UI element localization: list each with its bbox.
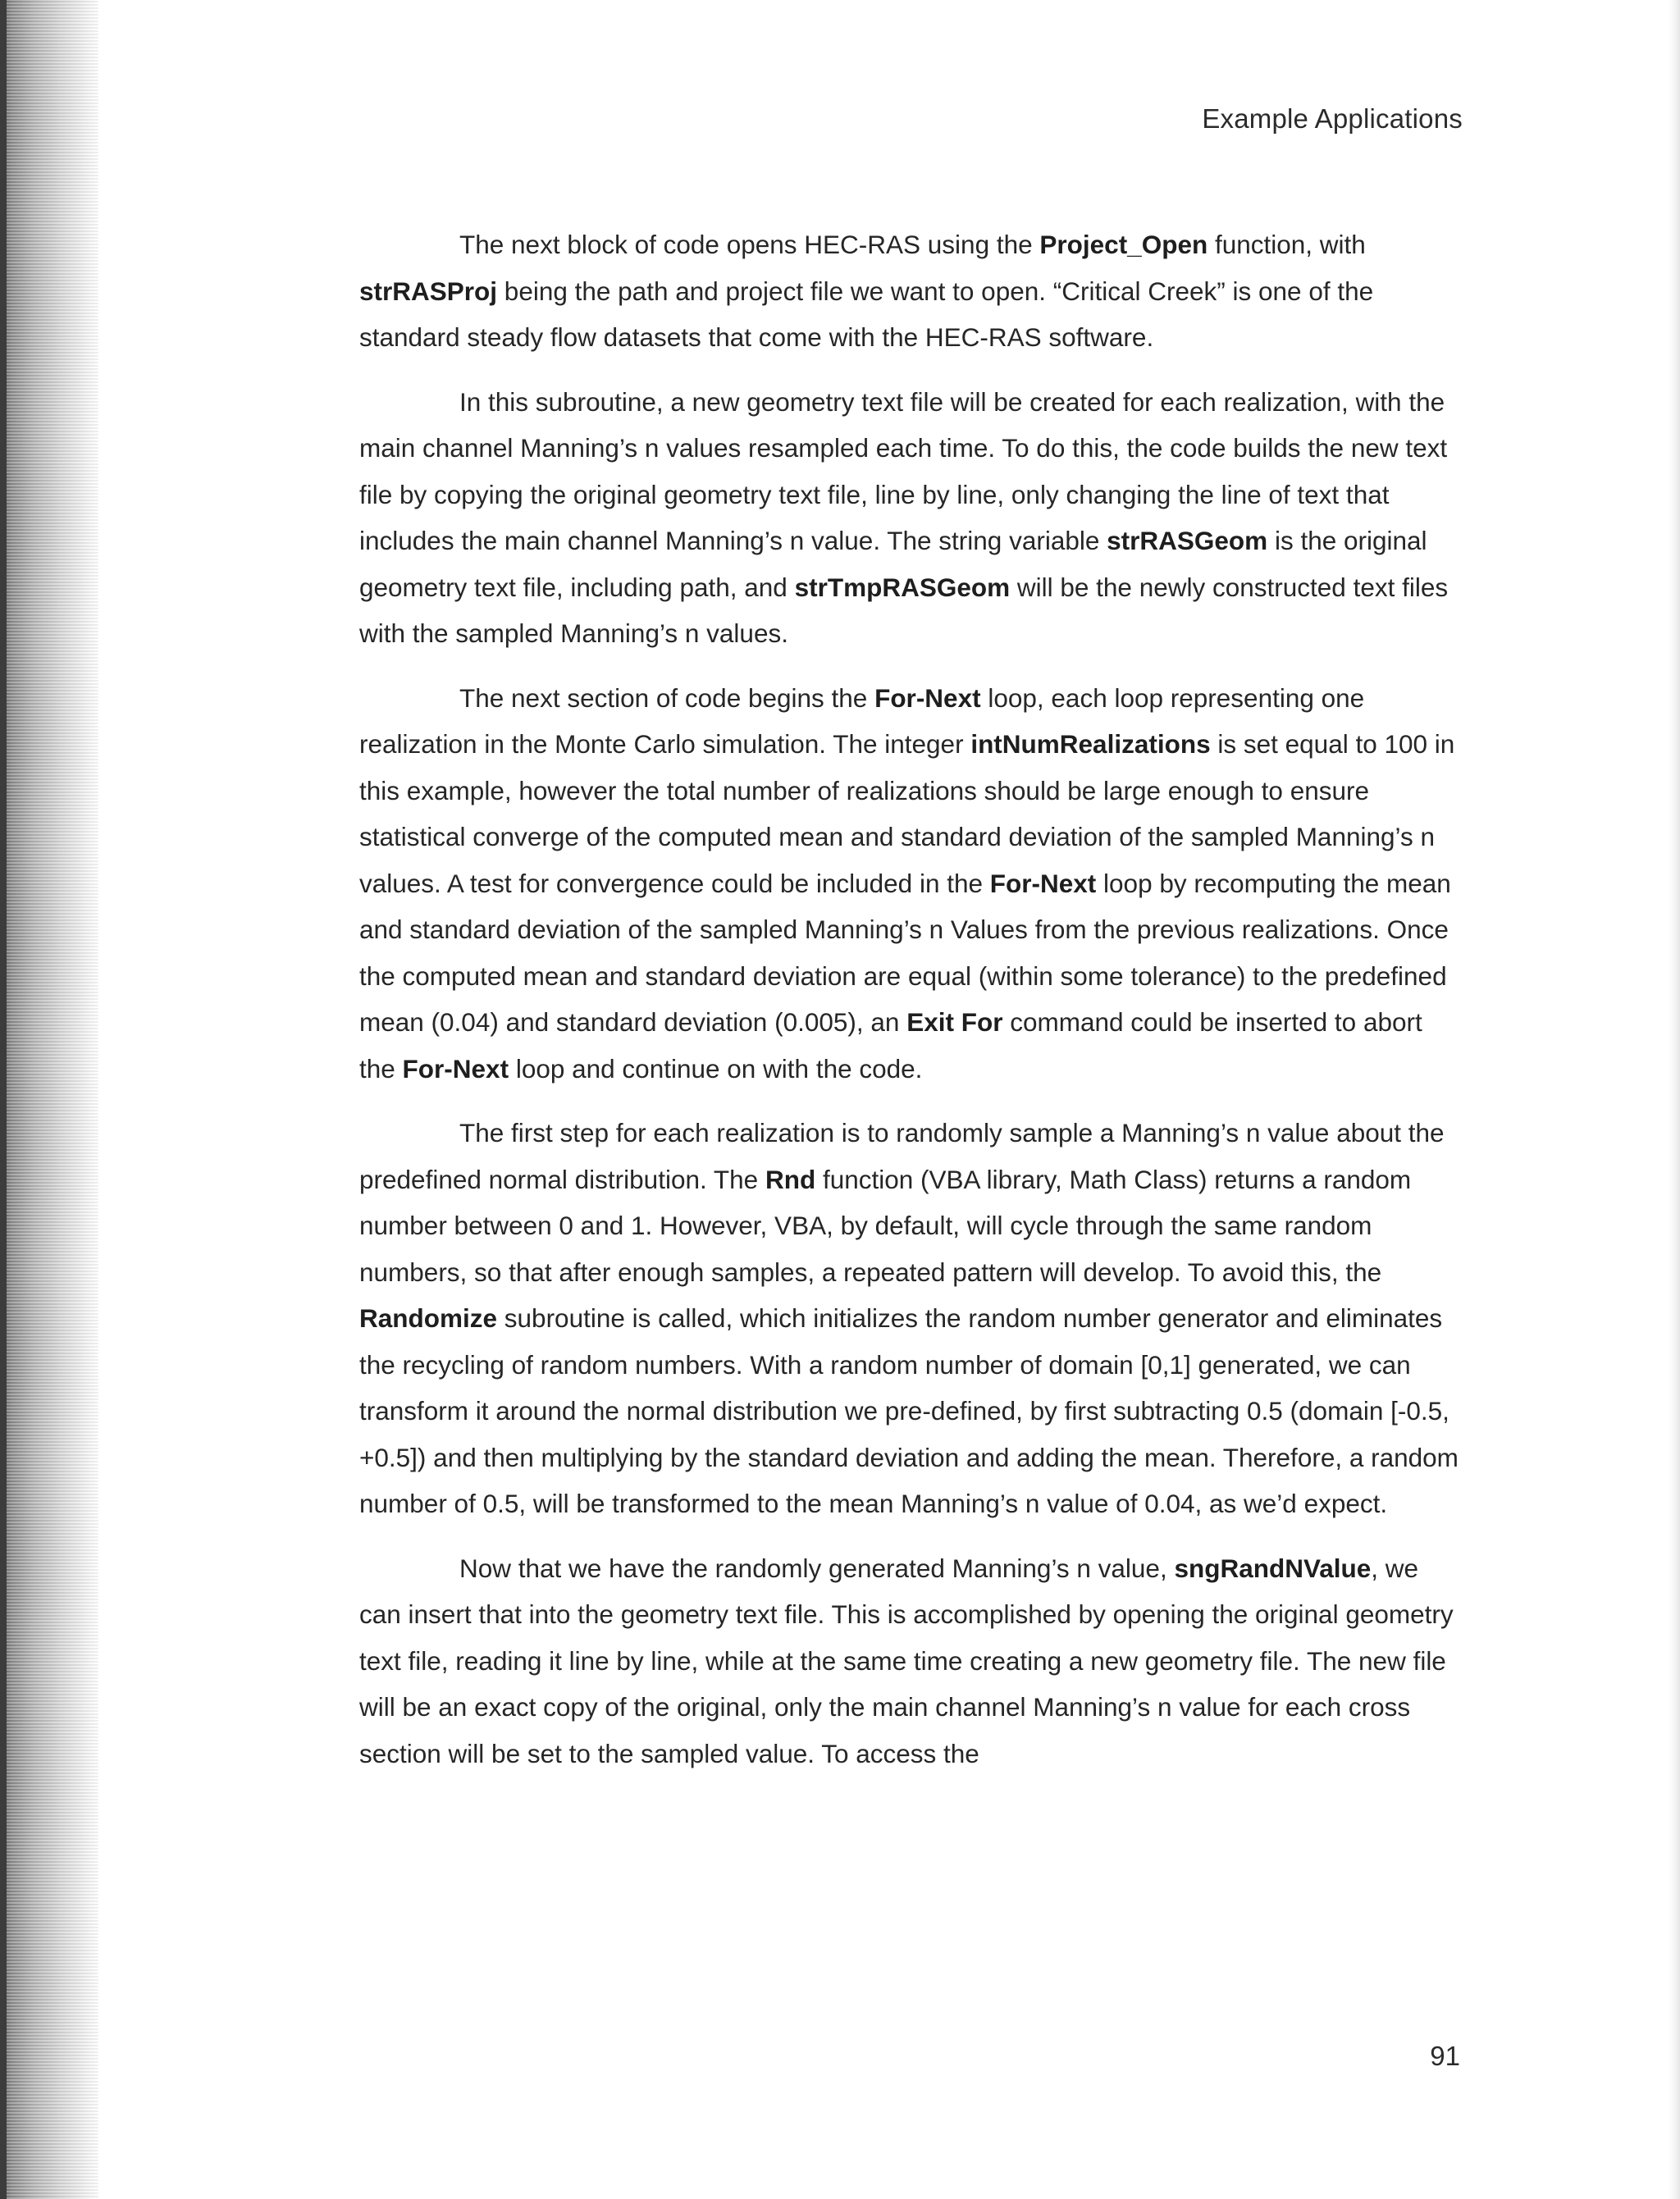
code-identifier: Project_Open [1039,230,1208,259]
code-identifier: strTmpRASGeom [794,572,1011,602]
paragraph [359,1110,1459,1527]
paragraph [359,221,1459,361]
code-identifier: strRASProj [359,276,498,306]
paragraph-text: The next block of code opens HEC-RAS using the [459,230,1040,259]
paragraph-text: The first step for each realization is to randomly sample a Manning’s n value about the predefined normal distribution. The [359,1118,1445,1194]
code-identifier: Rnd [765,1164,816,1194]
paragraph-text: is set equal to 100 in this example, however the total number of realizations should be large enough to ensure statistical converge of the computed mean and standard deviation of the sampled Manning’s n values. A test for convergence could be included in the [359,729,1455,898]
paragraph-text: being the path and project file we want to open. “Critical Creek” is one of the standard steady flow datasets that come with the HEC-RAS software. [359,276,1374,352]
paragraph-text: The next section of code begins the [459,682,875,713]
paragraph-text: will be the newly constructed text files with the sampled Manning’s n values. [359,572,1449,648]
body-text [359,221,1459,1795]
paragraph-text: subroutine is called, which initializes the random number generator and eliminates the recycling of random numbers. With a random number of domain [0,1] generated, we can transform it around the normal distribution we pre-defined, by first subtracting 0.5 (domain [-0.5, +0.5]) and then multiplying by the standard deviation and adding the mean. Therefore, a random number of 0.5, will be transformed to the mean Manning’s n value of 0.04, as we’d expect. [359,1303,1459,1518]
code-identifier: sngRandNValue [1174,1553,1372,1583]
paragraph [359,1545,1459,1777]
paragraph-text: is the original geometry text file, including path, and [359,526,1427,602]
page-number: 91 [1430,2041,1460,2071]
paragraph [359,675,1459,1093]
running-header: Example Applications [1202,103,1463,134]
paragraph-text: command could be inserted to abort the [359,1007,1422,1084]
paragraph [359,379,1459,657]
code-identifier: Exit For [906,1007,1003,1037]
code-identifier: intNumRealizations [970,729,1211,759]
paragraph-text: In this subroutine, a new geometry text file will be created for each realization, with the main channel Manning’s n values resampled each time. To do this, the code builds the new text file by copying the original geometry text file, line by line, only changing the line of text that includes the main channel Manning’s n value. The string variable [359,386,1448,555]
paragraph-text: loop, each loop representing one realization in the Monte Carlo simulation. The integer [359,682,1365,759]
code-identifier: Randomize [359,1303,498,1333]
scan-binding-shadow [0,0,98,2199]
paragraph-text: function, with [1208,230,1366,259]
code-identifier: For-Next [402,1053,509,1084]
code-identifier: For-Next [874,682,981,713]
scan-right-edge [1669,0,1680,2199]
paragraph-text: loop by recomputing the mean and standard deviation of the sampled Manning’s n Values from the previous realizations. Once the computed mean and standard deviation are equal (within some tolerance) to the predefined mean (0.04) and standard deviation (0.005), an [359,868,1451,1037]
paragraph-text: function (VBA library, Math Class) returns a random number between 0 and 1. However, VBA, by default, will cycle through the same random numbers, so that after enough samples, a repeated pattern will develop. To avoid this, the [359,1164,1412,1287]
paragraph-text: , we can insert that into the geometry text file. This is accomplished by opening the original geometry text file, reading it line by line, while at the same time creating a new geometry file. The new file will be an exact copy of the original, only the main channel Manning’s n value for each cross section will be set to the sampled value. To access the [359,1553,1454,1768]
paragraph-text: loop and continue on with the code. [509,1053,923,1084]
scan-binding-edge [0,0,7,2199]
paragraph-text: Now that we have the randomly generated Manning’s n value, [459,1553,1175,1583]
code-identifier: strRASGeom [1107,526,1268,555]
code-identifier: For-Next [989,868,1097,898]
